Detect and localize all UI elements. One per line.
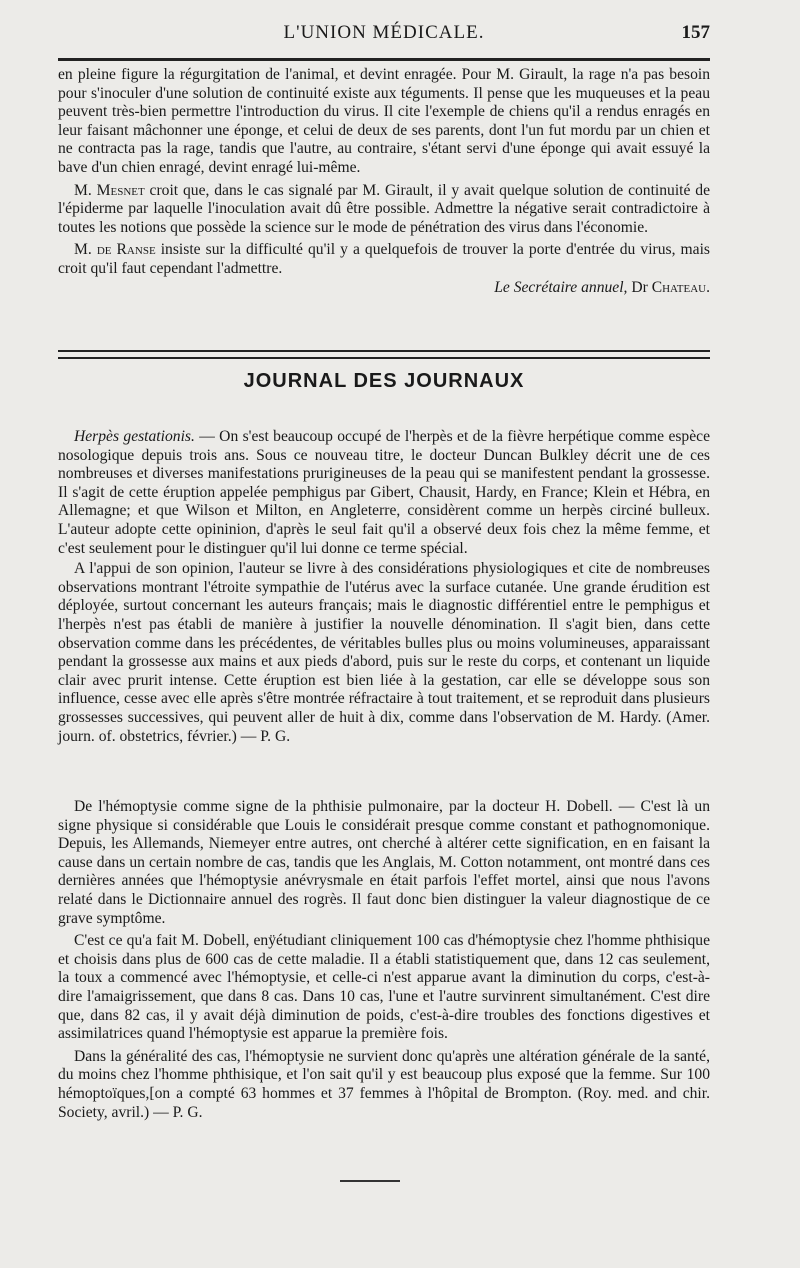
article-heading: Herpès gestationis. [74,428,195,445]
speaker-name: M. de Ranse [74,241,156,259]
header-rule [58,58,710,61]
signature [58,279,710,298]
end-rule [340,1180,400,1182]
article-text: — On s'est beaucoup occupé de l'herpès et de la fièvre herpétique comme espèce nosologique depuis trois ans. Sous ce nouveau titre, le docteur Duncan Bulkley décrit une de ces nombreuses et diverses manifestations prurigineuses de la peau qui se manifestent pendant la grossesse. Il s'agit de cette éruption appelée pemphigus par Gibert, Chausit, Hardy, en France; Klein et Hébra, en Allemagne; et que Wilson et Milton, en Angleterre, considèrent comme un herpès circiné bulleux. L'auteur adopte cette opininion, d'après le seul fait qu'il a observé deux fois chez la même femme, et c'est seulement pour le distinguer qu'il lui donne ce terme spécial. [58,428,710,557]
article-herpes-p2: A l'appui de son opinion, l'auteur se livre à des considérations physiologiques et cite de nombreuses observations montrant l'étroite sympathie de l'utérus avec la surface cutanée. Une grande érudition est déployée, surtout concernant les auteurs français; mais le diagnostic différentiel entre le pemphigus et l'herpès n'est pas établi de manière à justifier la nouvelle dénomination. Il s'agit bien, dans cette observation comme dans les précédentes, de véritables bulles plus ou moins volumineuses, apparaissant pendant la grossesse aux mains et aux pieds d'abord, puis sur le reste du corps, et contenant un liquide clair avec prurit intense. Cette éruption est bien liée à la gestation, car elle se développe sous son influence, cesse avec elle après s'être montrée réfractaire à tout traitement, et se reproduit dans plusieurs grossesses successives, qui peuvent aller de huit à dix, comme dans l'observation de M. Hardy. (Amer. journ. of. obstetrics, février.) — P. G. [58,560,710,745]
page-number: 157 [681,22,710,43]
section-divider [58,350,710,359]
article-herpes [58,428,710,746]
signature-role: Le Secrétaire annuel, [494,278,632,296]
article-hemoptysie-p3: Dans la généralité des cas, l'hémoptysie ne survient donc qu'après une altération générale de la santé, du moins chez l'homme phthisique, et l'on sait qu'il y est beaucoup plus exposé que la femme. Sur 100 hémoptoïques,[on a compté 63 hommes et 37 femmes à l'hôpital de Brompton. (Roy. med. and chir. Society, avril.) — P. G. [58,1047,710,1121]
paragraph-ranse [58,241,710,278]
signature-title: Dr [631,278,652,296]
minutes-block [58,66,710,297]
speaker-name: M. Mesnet [74,181,145,199]
paragraph-text: croit que, dans le cas signalé par M. Girault, il y avait quelque solution de continuité de l'épiderme par laquelle l'inoculation avait dû être possible. Admettre la négative serait contradictoire à toutes les notions que possède la science sur le mode de pénétration des virus dans l'économie. [58,181,710,236]
article-hemoptysie-p2: C'est ce qu'a fait M. Dobell, enÿétudiant cliniquement 100 cas d'hémoptysie chez l'homme phthisique et choisis dans plus de 600 cas de cette maladie. Il a établi statistiquement que, dans 12 cas seulement, la toux a commencé avec l'hémoptysie, et celle-ci n'est apparue avant la diminution du corps, c'est-à-dire l'amaigrissement, que dans 8 cas. Dans 10 cas, l'une et l'autre survinrent simultanément. C'est dire que, dans 82 cas, il y avait déjà diminution de poids, c'est-à-dire troubles des fonctions digestives et assimilatrices quand l'hémoptysie est apparue la première fois. [58,932,710,1043]
running-header [58,20,710,50]
article-hemoptysie [58,798,710,1122]
signature-name: Chateau. [651,278,710,296]
paragraph-girault: en pleine figure la régurgitation de l'animal, et devint enragée. Pour M. Girault, la rage n'a pas besoin pour s'inoculer d'une solution de continuité existe aux téguments. Il pense que les muqueuses et la peau peuvent très-bien permettre l'introduction du virus. Il cite l'exemple de chiens qu'il a rendus enragés en leur faisant mâchonner une éponge, et celui de deux de ses parents, dont l'un fut mordu par un chien et ne contracta pas la rage, tandis que l'autre, au contraire, s'étant servi d'une éponge qui avait essuyé la bave d'un chien enragé, devint enragé lui-même. [58,66,710,176]
article-hemoptysie-p1: De l'hémoptysie comme signe de la phthisie pulmonaire, par la docteur H. Dobell. — C'est là un signe physique si considérable que Louis le considérait presque comme constant et pathognomonique. Depuis, les Allemands, Niemeyer entre autres, ont cherché à altérer cette signification, en en faisant la cause dans un certain nombre de cas, tandis que les Anglais, M. Cotton notamment, ont montré dans ces dernières années que l'hémoptysie anévrysmale en était parfois l'effet mortel, ainsi que nous l'avons relaté dans le Dictionnaire annuel des rogrès. Il faut donc bien distinguer la valeur diagnostique de ce grave symptôme. [58,798,710,927]
journal-title: L'UNION MÉDICALE. [283,22,485,43]
article-herpes-p1 [58,428,710,558]
paragraph-mesnet [58,182,710,238]
paragraph-text: insiste sur la difficulté qu'il y a quelquefois de trouver la porte d'entrée du virus, mais croit qu'il faut cependant l'admettre. [58,241,710,277]
section-title: JOURNAL DES JOURNAUX [243,370,525,392]
